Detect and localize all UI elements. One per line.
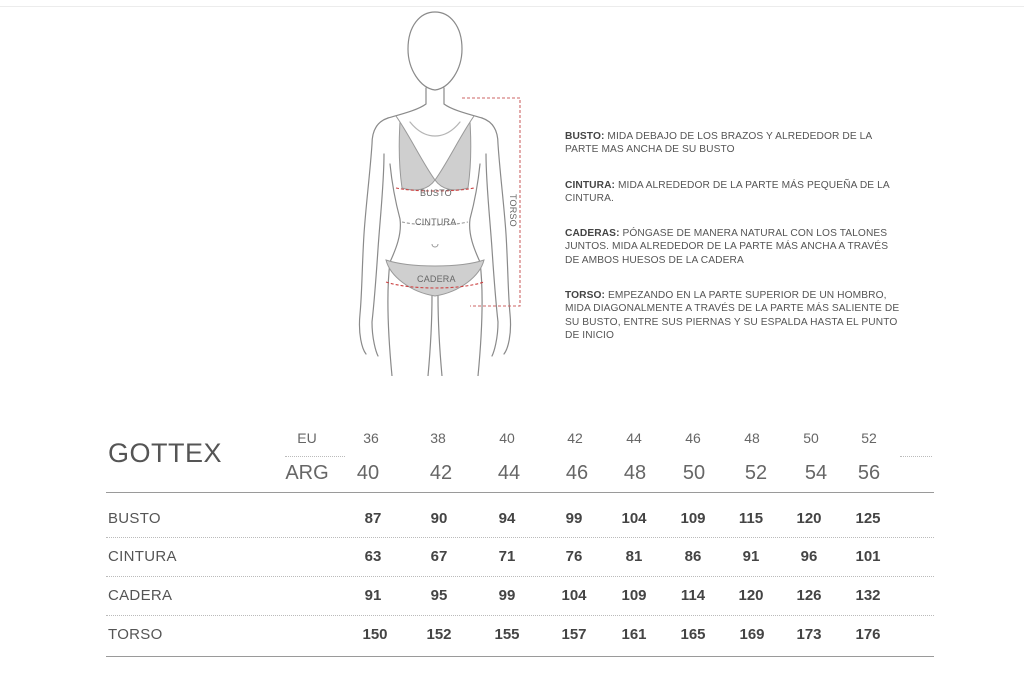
- arg-size: 50: [682, 462, 706, 484]
- table-cell: 157: [561, 626, 587, 643]
- table-cell: 120: [738, 587, 764, 604]
- arg-size: 56: [857, 462, 881, 484]
- eu-size: 50: [803, 430, 819, 446]
- eu-size: 42: [567, 430, 583, 446]
- row-divider: [106, 576, 934, 577]
- eu-size: 36: [363, 430, 379, 446]
- table-cell: 71: [498, 548, 516, 565]
- row-label-torso: TORSO: [108, 626, 163, 643]
- row-label-cadera: CADERA: [108, 587, 173, 604]
- table-cell: 95: [430, 587, 448, 604]
- instruction-term: TORSO:: [565, 290, 606, 301]
- instruction-text: PÓNGASE DE MANERA NATURAL CON LOS TALONES JUNTOS. MIDA ALREDEDOR DE LA PARTE MÁS ANCHA A TRAVÉS DE AMBOS HUESOS DE LA CADERA: [565, 228, 889, 266]
- bottom-divider: [106, 656, 934, 657]
- header-divider: [106, 492, 934, 493]
- body-measurement-figure: [340, 4, 560, 376]
- table-cell: 90: [430, 510, 448, 527]
- figure-label-cintura: CINTURA: [415, 217, 457, 227]
- table-cell: 109: [680, 510, 706, 527]
- eu-size: 44: [626, 430, 642, 446]
- instruction-term: BUSTO:: [565, 131, 605, 142]
- table-cell: 67: [430, 548, 448, 565]
- table-cell: 96: [800, 548, 818, 565]
- table-cell: 104: [621, 510, 647, 527]
- table-cell: 91: [742, 548, 760, 565]
- dotted-separator: [285, 456, 345, 457]
- arg-size: 46: [565, 462, 589, 484]
- table-cell: 104: [561, 587, 587, 604]
- figure-label-torso: TORSO: [508, 194, 518, 227]
- table-cell: 152: [426, 626, 452, 643]
- instruction-text: MIDA DEBAJO DE LOS BRAZOS Y ALREDEDOR DE LA PARTE MAS ANCHA DE SU BUSTO: [565, 131, 872, 156]
- table-cell: 132: [855, 587, 881, 604]
- table-cell: 99: [565, 510, 583, 527]
- instruction-busto: [565, 130, 905, 157]
- table-cell: 120: [796, 510, 822, 527]
- eu-size: 48: [744, 430, 760, 446]
- row-divider: [106, 537, 934, 538]
- table-cell: 161: [621, 626, 647, 643]
- table-cell: 109: [621, 587, 647, 604]
- arg-size: 42: [429, 462, 453, 484]
- table-cell: 114: [680, 587, 706, 604]
- eu-size: 40: [499, 430, 515, 446]
- row-label-cintura: CINTURA: [108, 548, 177, 565]
- arg-size: 44: [497, 462, 521, 484]
- arg-size: 48: [623, 462, 647, 484]
- eu-size: 46: [685, 430, 701, 446]
- table-cell: 169: [739, 626, 765, 643]
- instruction-term: CINTURA:: [565, 180, 616, 191]
- figure-label-cadera: CADERA: [417, 274, 456, 284]
- table-cell: 115: [738, 510, 764, 527]
- table-cell: 165: [680, 626, 706, 643]
- arg-size: 52: [744, 462, 768, 484]
- arg-size-label: ARG: [285, 462, 329, 484]
- table-cell: 101: [855, 548, 881, 565]
- figure-label-busto: BUSTO: [420, 188, 452, 198]
- instruction-cintura: [565, 179, 905, 206]
- table-cell: 126: [796, 587, 822, 604]
- dotted-separator: [900, 456, 932, 457]
- eu-size: 38: [430, 430, 446, 446]
- arg-size: 54: [804, 462, 828, 484]
- instruction-text: MIDA ALREDEDOR DE LA PARTE MÁS PEQUEÑA DE LA CINTURA.: [565, 180, 890, 205]
- instruction-text: EMPEZANDO EN LA PARTE SUPERIOR DE UN HOMBRO, MIDA DIAGONALMENTE A TRAVÉS DE LA PARTE MÁS SALIENTE DE SU BUSTO, ENTRE SUS PIERNAS Y SU ESPALDA HASTA EL PUNTO DE INICIO: [565, 290, 900, 342]
- row-divider: [106, 615, 934, 616]
- table-cell: 86: [684, 548, 702, 565]
- eu-size-label: EU: [297, 430, 317, 446]
- table-cell: 125: [855, 510, 881, 527]
- arg-size: 40: [356, 462, 380, 484]
- table-cell: 87: [364, 510, 382, 527]
- table-cell: 94: [498, 510, 516, 527]
- table-cell: 63: [364, 548, 382, 565]
- instruction-caderas: [565, 227, 905, 267]
- row-label-busto: BUSTO: [108, 510, 161, 527]
- instruction-torso: [565, 289, 905, 343]
- table-cell: 150: [362, 626, 388, 643]
- table-cell: 76: [565, 548, 583, 565]
- table-cell: 99: [498, 587, 516, 604]
- brand-title: GOTTEX: [108, 438, 223, 468]
- table-cell: 173: [796, 626, 822, 643]
- table-cell: 155: [494, 626, 520, 643]
- eu-size: 52: [861, 430, 877, 446]
- table-cell: 91: [364, 587, 382, 604]
- instruction-term: CADERAS:: [565, 228, 620, 239]
- table-cell: 81: [625, 548, 643, 565]
- table-cell: 176: [855, 626, 881, 643]
